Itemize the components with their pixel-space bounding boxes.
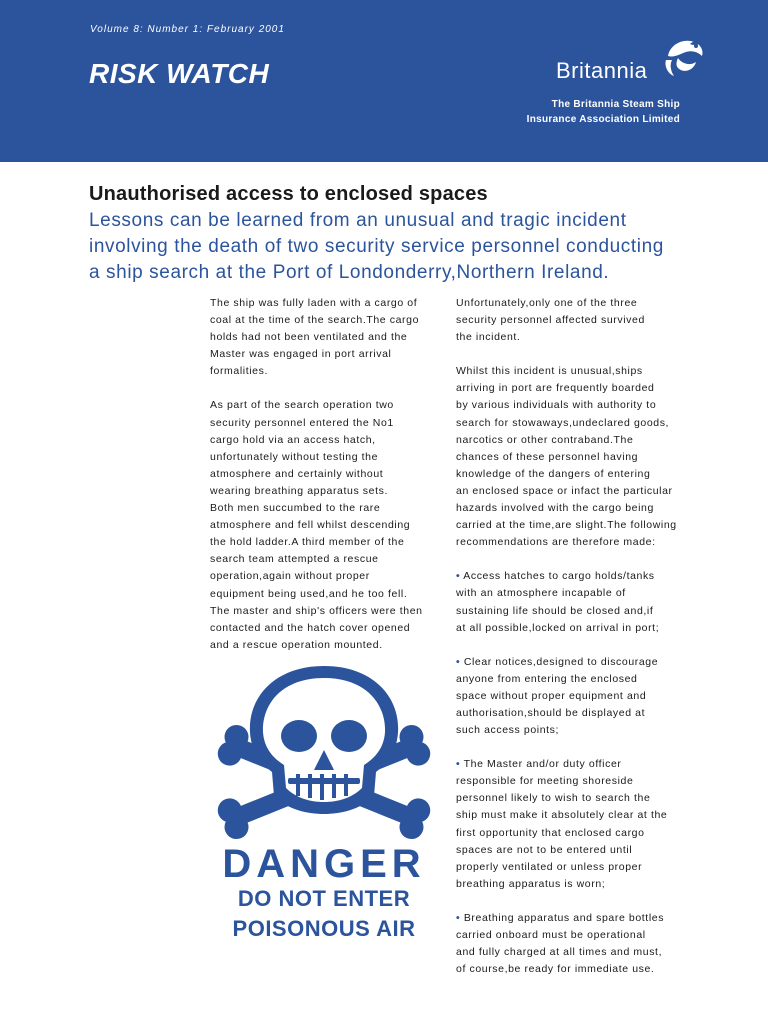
body-line: properly ventilated or unless proper bbox=[456, 860, 643, 873]
body-line: contacted and the hatch cover opened bbox=[210, 621, 411, 634]
company-line: The Britannia Steam Ship bbox=[551, 99, 680, 110]
body-line bbox=[456, 756, 696, 773]
body-line: formalities. bbox=[210, 365, 268, 378]
body-line: search team attempted a rescue bbox=[210, 553, 379, 566]
masthead bbox=[0, 0, 768, 162]
body-line: chances of these personnel having bbox=[456, 450, 639, 463]
danger-sign bbox=[204, 664, 444, 944]
danger-line-do-not-enter: DO NOT ENTER bbox=[237, 886, 411, 911]
body-line: at all possible,locked on arrival in port; bbox=[456, 621, 660, 634]
bullet-marker: • bbox=[456, 758, 461, 771]
body-line: carried onboard must be operational bbox=[456, 929, 646, 941]
body-line: holds had not been ventilated and the bbox=[210, 331, 408, 344]
body-line: coal at the time of the search.The cargo bbox=[210, 314, 420, 327]
body-line: cargo hold via an access hatch, bbox=[210, 433, 376, 446]
bullet-text: Breathing apparatus and spare bottles bbox=[463, 911, 665, 924]
body-line: of course,be ready for immediate use. bbox=[456, 963, 655, 976]
body-line: by various individuals with authority to bbox=[456, 399, 657, 412]
body-paragraph bbox=[456, 295, 696, 346]
body-line: The ship was fully laden with a cargo of bbox=[210, 297, 418, 309]
bullet-marker: • bbox=[456, 570, 461, 583]
body-line: the incident. bbox=[456, 331, 521, 344]
body-line: equipment being used,and he too fell. bbox=[210, 587, 408, 600]
bullet-marker: • bbox=[456, 655, 461, 668]
body-line: security personnel affected survived bbox=[456, 314, 645, 327]
britannia-logo bbox=[554, 36, 704, 92]
body-line: an enclosed space or infact the particular bbox=[456, 484, 673, 497]
body-line: the hold ladder.A third member of the bbox=[210, 536, 405, 549]
bullet-text: The Master and/or duty officer bbox=[463, 758, 622, 771]
britannia-emblem-icon bbox=[660, 36, 706, 80]
body-paragraph bbox=[210, 397, 442, 653]
body-line bbox=[456, 654, 696, 671]
company-name bbox=[527, 97, 680, 127]
bullet-text: Access hatches to cargo holds/tanks bbox=[463, 570, 655, 583]
recommendation-bullet bbox=[456, 756, 696, 893]
body-line: atmosphere and fell whilst descending bbox=[210, 519, 411, 532]
danger-heading: DANGER bbox=[222, 842, 426, 886]
body-line: knowledge of the dangers of entering bbox=[456, 467, 651, 480]
body-line: carried at the time,are slight.The following bbox=[456, 519, 677, 532]
body-line: search for stowaways,undeclared goods, bbox=[456, 416, 670, 429]
standfirst-line: Lessons can be learned from an unusual and tragic incident bbox=[89, 210, 627, 231]
body-line: such access points; bbox=[456, 724, 560, 737]
body-line: breathing apparatus is worn; bbox=[456, 877, 606, 890]
body-line: wearing breathing apparatus sets. bbox=[210, 484, 388, 497]
body-line: Unfortunately,only one of the three bbox=[456, 297, 638, 309]
body-line: Whilst this incident is unusual,ships bbox=[456, 365, 643, 378]
body-line: Both men succumbed to the rare bbox=[210, 502, 381, 515]
danger-line-poisonous-air: POISONOUS AIR bbox=[232, 916, 416, 941]
body-line: As part of the search operation two bbox=[210, 399, 394, 412]
body-line: first opportunity that enclosed cargo bbox=[456, 826, 645, 839]
body-paragraph bbox=[210, 295, 442, 380]
body-line: operation,again without proper bbox=[210, 570, 370, 583]
body-line: personnel likely to wish to search the bbox=[456, 792, 651, 805]
body-line: hazards involved with the cargo being bbox=[456, 502, 654, 515]
bullet-marker: • bbox=[456, 911, 461, 924]
article-standfirst bbox=[89, 208, 729, 286]
body-paragraph bbox=[456, 363, 696, 551]
body-line: with an atmosphere incapable of bbox=[456, 587, 626, 600]
body-line bbox=[456, 910, 696, 927]
article-headline: Unauthorised access to enclosed spaces bbox=[89, 183, 488, 205]
logo-wordmark: Britannia bbox=[556, 58, 648, 83]
body-line bbox=[456, 568, 696, 585]
left-column bbox=[210, 295, 442, 671]
right-column bbox=[456, 295, 696, 995]
recommendation-bullet bbox=[456, 568, 696, 636]
body-line: space without proper equipment and bbox=[456, 689, 647, 702]
body-line: arriving in port are frequently boarded bbox=[456, 382, 655, 395]
recommendation-bullet bbox=[456, 654, 696, 739]
recommendation-bullet bbox=[456, 910, 696, 978]
body-line: unfortunately without testing the bbox=[210, 450, 379, 463]
body-line: security personnel entered the No1 bbox=[210, 416, 394, 429]
company-line: Insurance Association Limited bbox=[526, 114, 680, 125]
body-line: spaces are not to be entered until bbox=[456, 843, 633, 856]
body-line: atmosphere and certainly without bbox=[210, 467, 384, 480]
body-line: anyone from entering the enclosed bbox=[456, 672, 638, 685]
standfirst-line: a ship search at the Port of Londonderry,Northern Ireland. bbox=[89, 262, 610, 283]
body-line: and fully charged at all times and must, bbox=[456, 946, 663, 959]
body-line: sustaining life should be closed and,if bbox=[456, 604, 654, 617]
body-line: recommendations are therefore made: bbox=[456, 536, 656, 549]
newsletter-title: RISK WATCH bbox=[89, 58, 270, 89]
skull-crossbones-icon bbox=[204, 664, 444, 844]
body-line: Master was engaged in port arrival bbox=[210, 348, 392, 361]
body-line: narcotics or other contraband.The bbox=[456, 433, 634, 446]
body-line: The master and ship's officers were then bbox=[210, 604, 423, 617]
body-line: and a rescue operation mounted. bbox=[210, 638, 383, 651]
body-line: ship must make it absolutely clear at the bbox=[456, 809, 668, 822]
body-line: authorisation,should be displayed at bbox=[456, 706, 646, 719]
issue-line: Volume 8: Number 1: February 2001 bbox=[90, 24, 285, 35]
standfirst-line: involving the death of two security service personnel conducting bbox=[89, 236, 664, 257]
body-line: responsible for meeting shoreside bbox=[456, 775, 634, 788]
bullet-text: Clear notices,designed to discourage bbox=[463, 655, 659, 668]
